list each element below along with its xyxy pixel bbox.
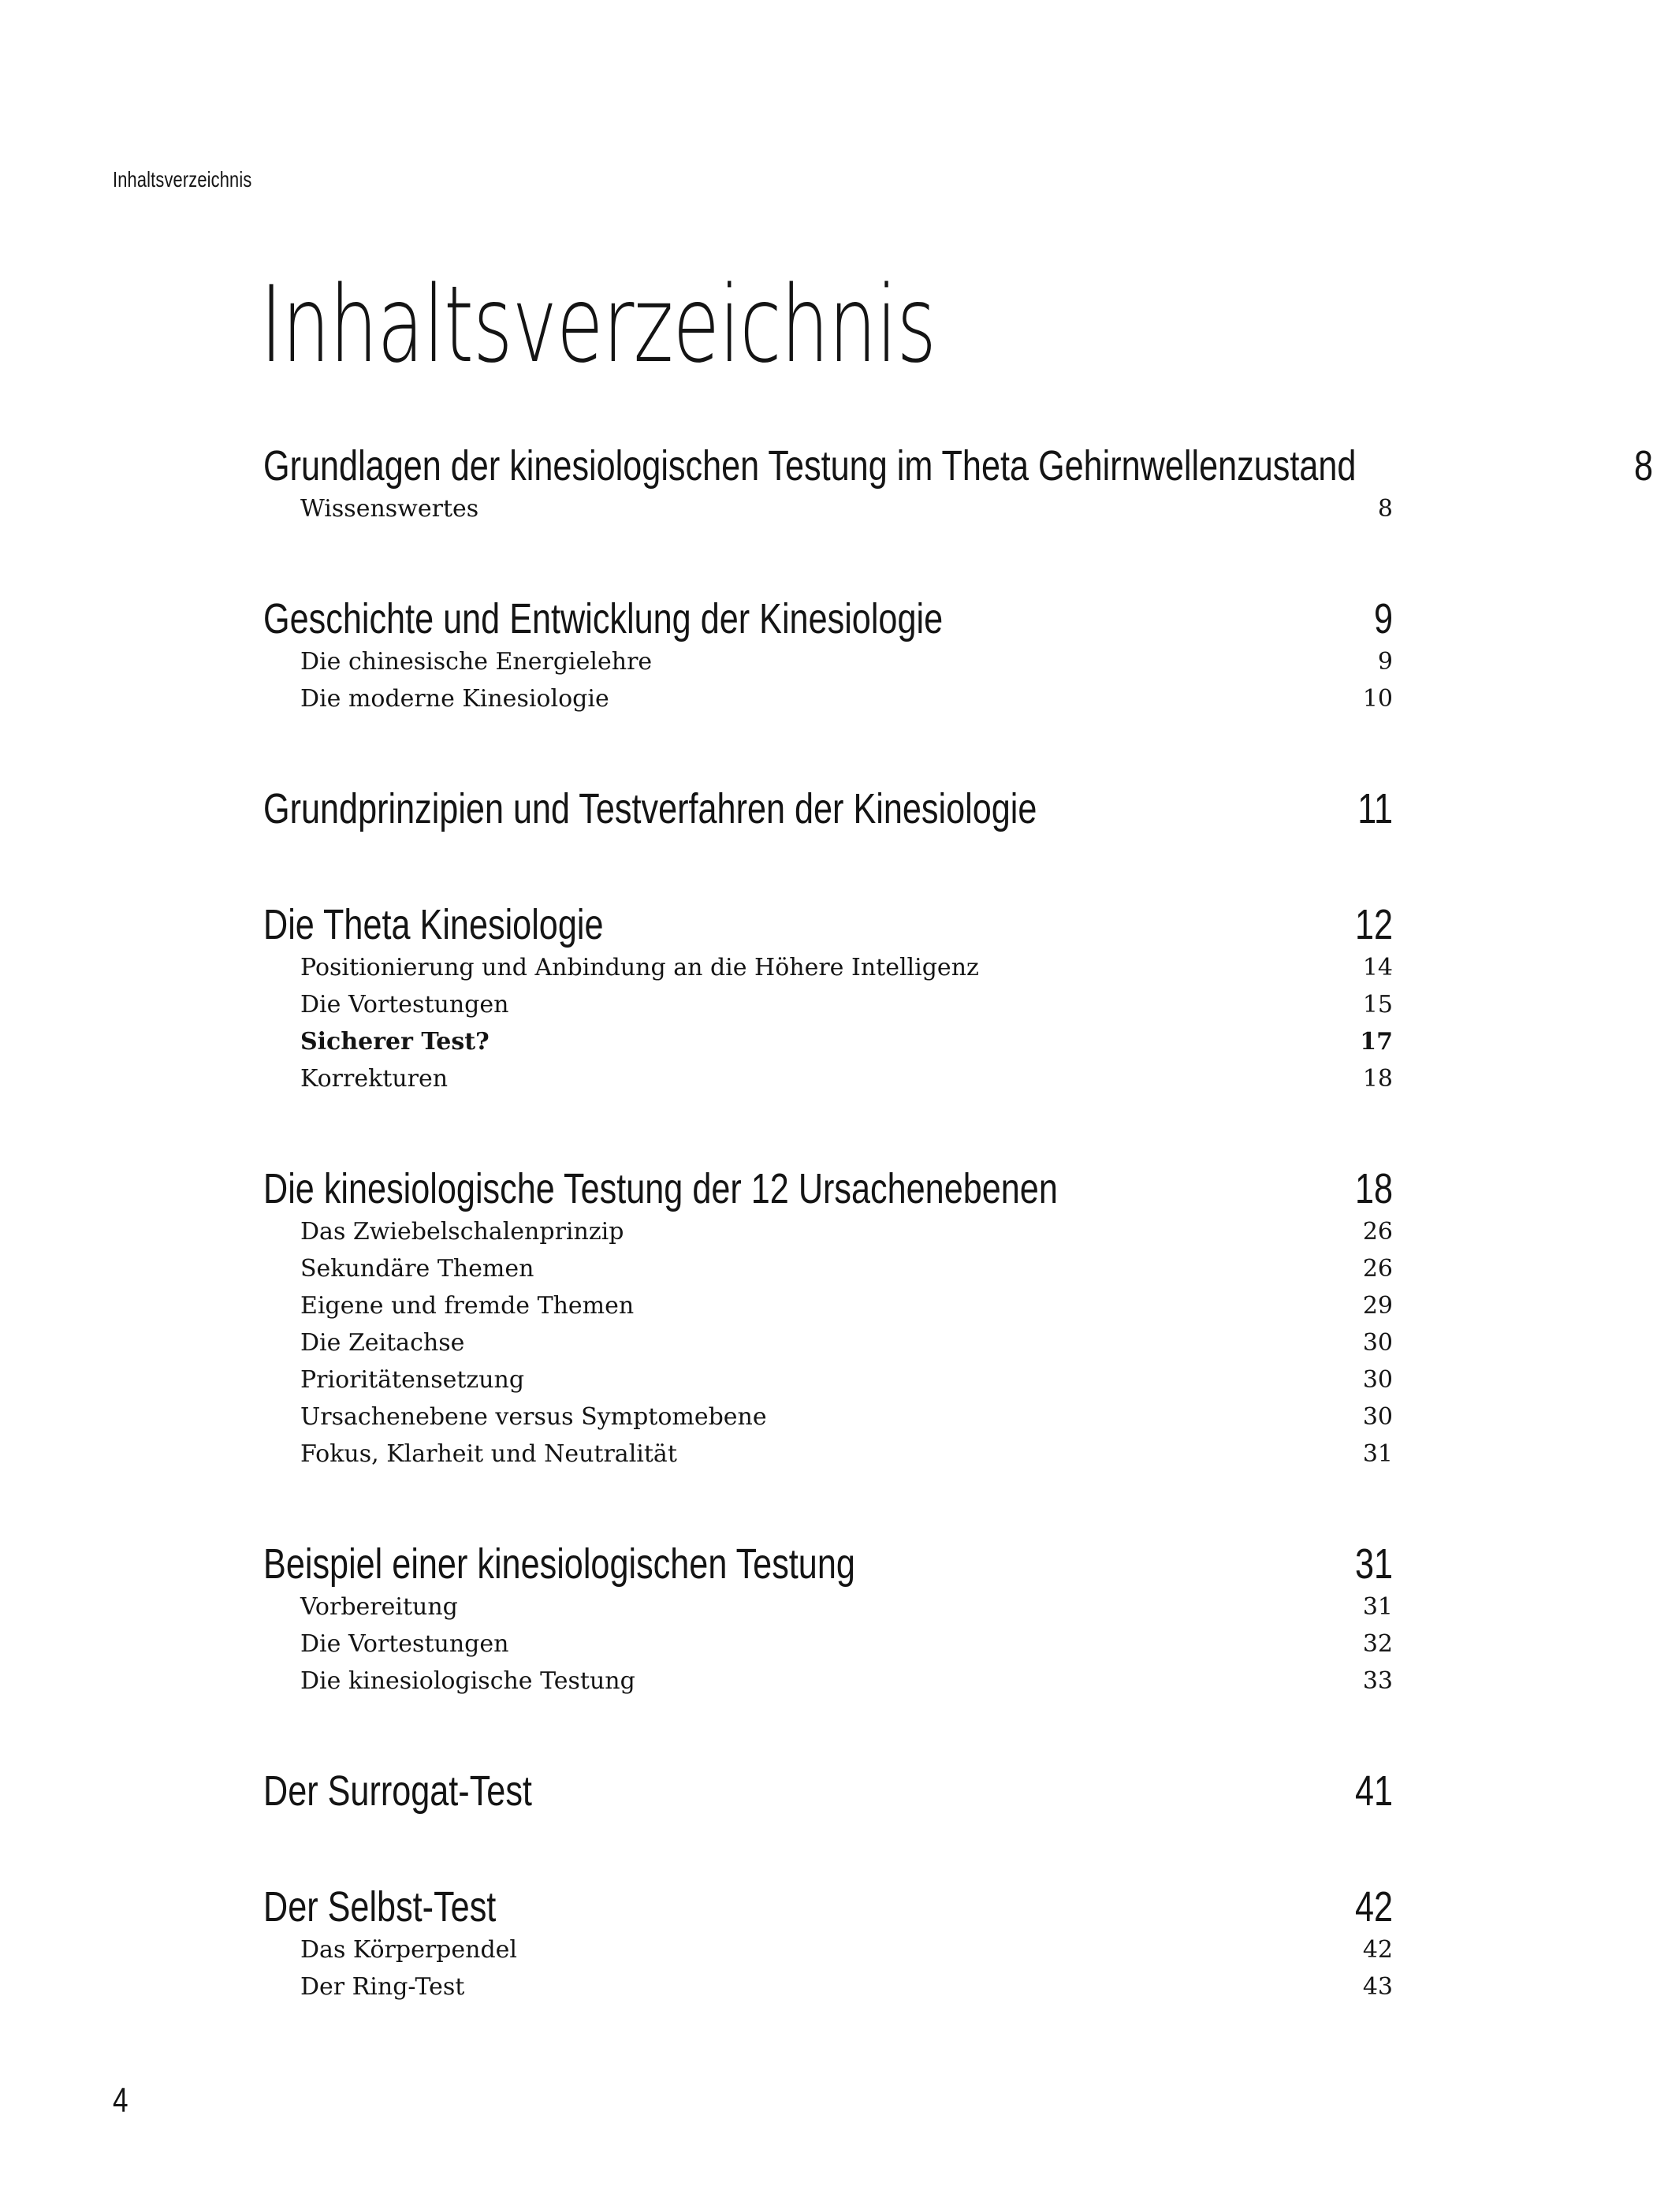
subsection-title: Korrekturen [300,1065,449,1093]
subsection-title: Positionierung und Anbindung an die Höhere Intelligenz [300,954,979,981]
subsection-page-number: 18 [1362,1065,1393,1093]
chapter-page-number: 9 [1373,595,1393,642]
chapter-page-number: 42 [1354,1883,1393,1931]
subsection-entry [263,1250,1393,1287]
subsection-page-number: 43 [1362,1973,1393,2001]
chapter-title: Die kinesiologische Testung der 12 Ursachenebenen [263,1165,1058,1212]
toc-chapter [263,1164,1393,1473]
subsection-page-number: 14 [1362,954,1393,981]
subsection-entry [263,1060,1393,1097]
subsection-title: Sekundäre Themen [300,1255,534,1283]
subsection-entry [263,1213,1393,1250]
subsection-title: Die kinesiologische Testung [300,1667,635,1695]
subsection-title: Wissenswertes [300,495,479,523]
subsection-title: Die Vortestungen [300,1630,509,1658]
chapter-page-number: 31 [1354,1540,1393,1588]
subsection-page-number: 30 [1362,1329,1393,1357]
chapter-entry [263,441,1653,490]
chapter-title: Grundprinzipien und Testverfahren der Kinesiologie [263,785,1037,832]
subsection-entry [263,1931,1393,1968]
subsection-title: Das Körperpendel [300,1936,518,1964]
running-head: Inhaltsverzeichnis [113,167,252,192]
subsection-entry [263,1287,1393,1324]
subsection-entry [263,680,1393,717]
subsection-entry [263,986,1393,1023]
chapter-entry [263,1882,1393,1931]
subsection-page-number: 10 [1362,685,1393,713]
subsection-page-number: 33 [1362,1667,1393,1695]
subsection-page-number: 29 [1362,1292,1393,1320]
subsection-title: Die Zeitachse [300,1329,465,1357]
chapter-page-number: 12 [1354,901,1393,948]
subsection-page-number: 42 [1362,1936,1393,1964]
toc-chapter [263,594,1393,717]
subsection-page-number: 26 [1362,1218,1393,1246]
subsection-page-number: 26 [1362,1255,1393,1283]
subsection-entry [263,1324,1393,1361]
subsection-entry [263,643,1393,680]
toc-chapter [263,1767,1393,1815]
chapter-page-number: 41 [1354,1767,1393,1815]
subsection-entry [263,1625,1393,1663]
chapter-title: Grundlagen der kinesiologischen Testung im Theta Gehirnwellenzustand [263,442,1357,490]
chapter-page-number: 11 [1357,785,1393,832]
subsection-page-number: 9 [1377,648,1393,676]
subsection-title: Die moderne Kinesiologie [300,685,609,713]
subsection-page-number: 17 [1360,1028,1393,1056]
subsection-entry [263,1663,1393,1700]
subsection-entry [263,1023,1393,1060]
subsection-title: Eigene und fremde Themen [300,1292,635,1320]
chapter-entry [263,1767,1393,1815]
subsection-title: Der Ring-Test [300,1973,465,2001]
subsection-title: Fokus, Klarheit und Neutralität [300,1440,677,1468]
subsection-title: Ursachenebene versus Symptomebene [300,1403,767,1431]
subsection-entry [263,1436,1393,1473]
chapter-title: Der Selbst-Test [263,1883,497,1931]
chapter-entry [263,784,1393,833]
subsection-entry [263,949,1393,986]
subsection-page-number: 31 [1362,1440,1393,1468]
subsection-page-number: 30 [1362,1366,1393,1394]
subsection-entry [263,1398,1393,1436]
page-number: 4 [113,2081,128,2120]
subsection-page-number: 8 [1377,495,1393,523]
subsection-title: Prioritätensetzung [300,1366,525,1394]
subsection-entry [263,1968,1393,2005]
subsection-entry [263,1588,1393,1625]
subsection-entry [263,1361,1393,1398]
subsection-entry [263,490,1393,527]
chapter-title: Geschichte und Entwicklung der Kinesiologie [263,595,944,642]
subsection-page-number: 30 [1362,1403,1393,1431]
subsection-title: Die chinesische Energielehre [300,648,653,676]
chapter-entry [263,900,1393,949]
subsection-page-number: 15 [1362,991,1393,1018]
toc-chapter [263,784,1393,833]
chapter-page-number: 8 [1634,442,1653,490]
toc-chapter [263,1540,1393,1700]
subsection-page-number: 32 [1362,1630,1393,1658]
chapter-title: Die Theta Kinesiologie [263,901,604,948]
subsection-title: Sicherer Test? [300,1028,490,1056]
chapter-title: Der Surrogat-Test [263,1767,532,1815]
chapter-page-number: 18 [1354,1165,1393,1212]
subsection-title: Vorbereitung [300,1593,458,1621]
toc-chapter [263,900,1393,1097]
toc-chapter [263,1882,1393,2005]
toc-chapter [263,441,1653,527]
chapter-entry [263,594,1393,643]
page-title: Inhaltsverzeichnis [260,263,936,386]
chapter-entry [263,1540,1393,1588]
subsection-title: Das Zwiebelschalenprinzip [300,1218,624,1246]
chapter-entry [263,1164,1393,1213]
table-of-contents [263,441,1653,2005]
subsection-page-number: 31 [1362,1593,1393,1621]
subsection-title: Die Vortestungen [300,991,509,1018]
chapter-title: Beispiel einer kinesiologischen Testung [263,1540,855,1588]
